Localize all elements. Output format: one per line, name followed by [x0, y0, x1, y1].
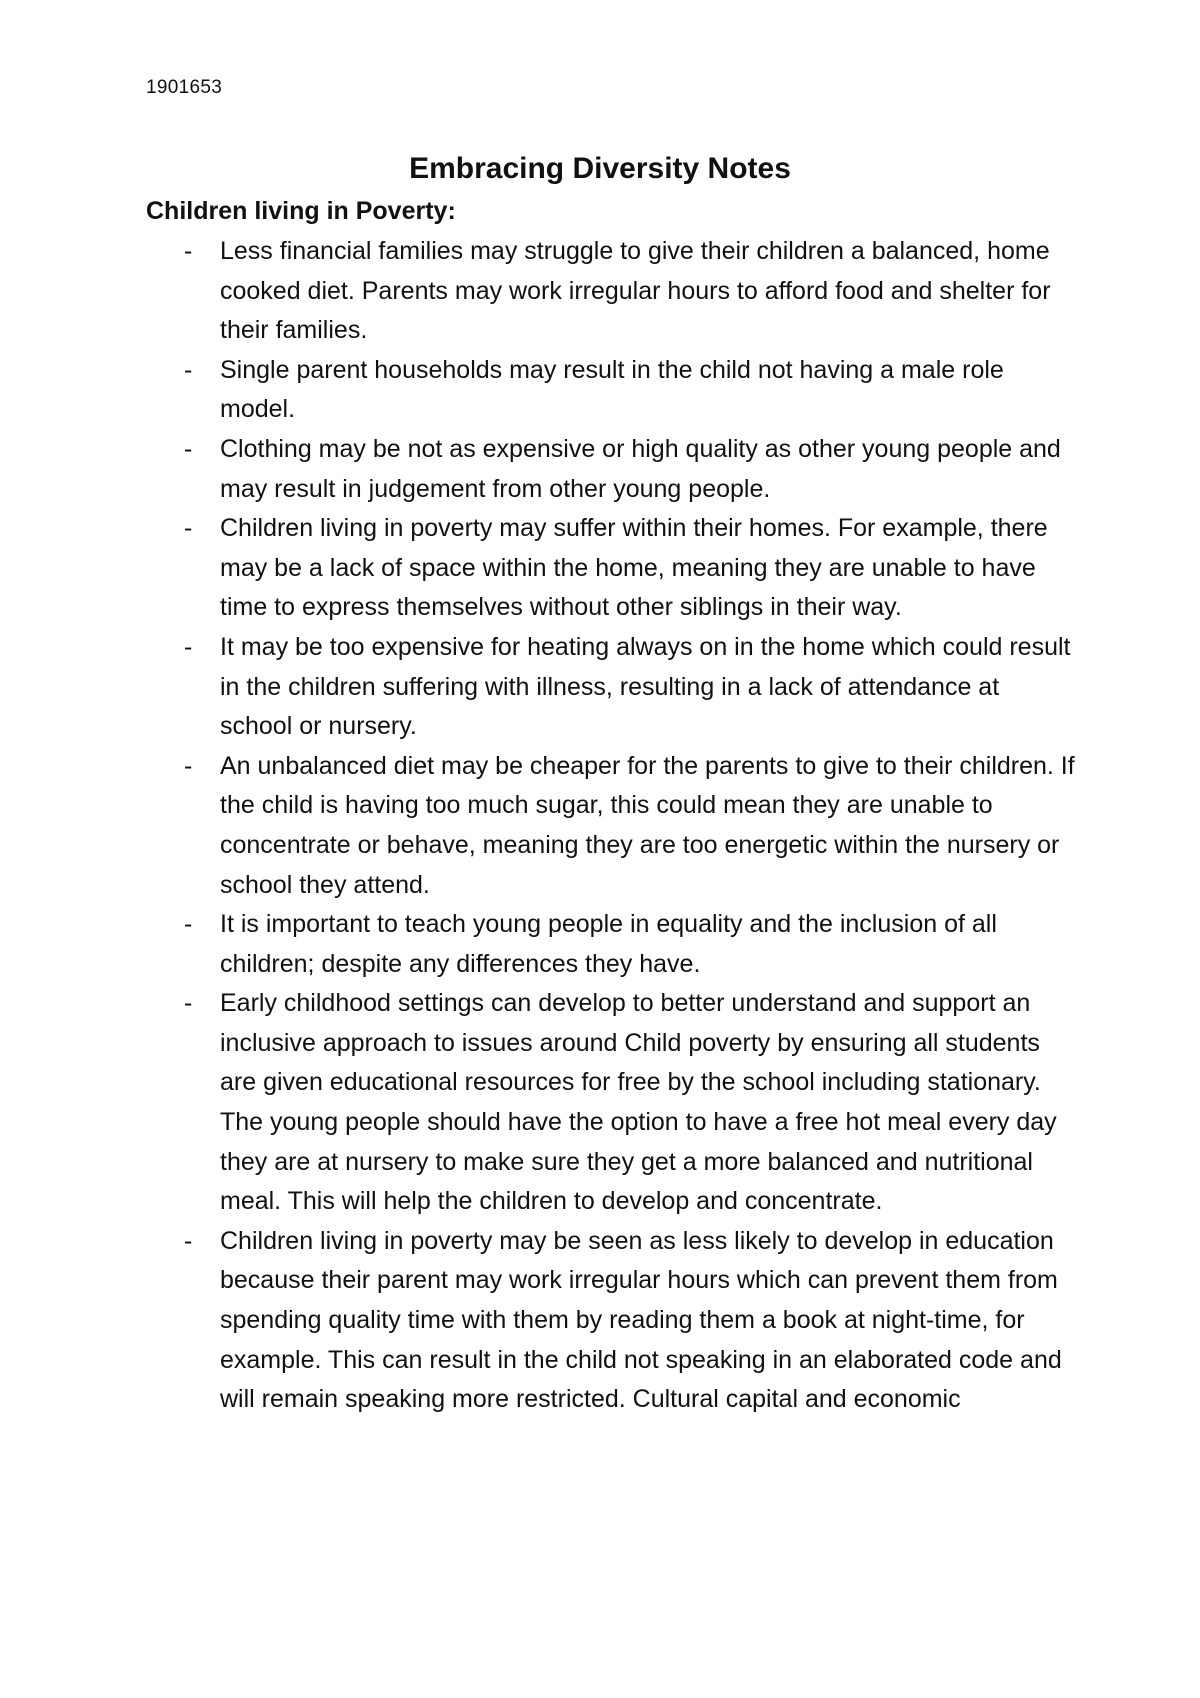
note-item: [146, 905, 1076, 984]
section-heading: Children living in Poverty:: [146, 197, 456, 225]
document-title: Embracing Diversity Notes: [409, 152, 791, 185]
note-item: [146, 747, 1076, 905]
note-text: Single parent households may result in the child not having a male role model.: [220, 355, 1004, 424]
bullet-dash: -: [184, 910, 193, 939]
bullet-dash: -: [184, 751, 193, 780]
bullet-dash: -: [184, 1226, 193, 1255]
bullet-dash: -: [184, 434, 193, 463]
note-text: Less financial families may struggle to give their children a balanced, home cooked diet. Parents may work irregular hours to afford food and shelter for their families.: [220, 237, 1051, 345]
notes-list: [146, 232, 1076, 1420]
note-item: [146, 628, 1076, 747]
note-item: [146, 430, 1076, 509]
note-item: [146, 509, 1076, 628]
note-item: [146, 351, 1076, 430]
note-text: Children living in poverty may be seen as less likely to develop in education because their parent may work irregular hours which can prevent them from spending quality time with them by reading them a book at night-time, for example. This can result in the child not speaking in an elaborated code and will remain speaking more restricted. Cultural capital and economic: [220, 1226, 1062, 1414]
bullet-dash: -: [184, 514, 193, 543]
bullet-dash: -: [184, 355, 193, 384]
note-item: [146, 1222, 1076, 1420]
note-text: It may be too expensive for heating always on in the home which could result in the children suffering with illness, resulting in a lack of attendance at school or nursery.: [220, 632, 1071, 741]
bullet-dash: -: [184, 237, 193, 265]
note-text: Early childhood settings can develop to better understand and support an inclusive approach to issues around Child poverty by ensuring all students are given educational resources for free by the school including stationary. The young people should have the option to have a free hot meal every day they are at nursery to make sure they get a more balanced and nutritional meal. This will help the children to develop and concentrate.: [220, 989, 1057, 1216]
bullet-dash: -: [184, 989, 193, 1018]
student-id: 1901653: [146, 77, 223, 98]
bullet-dash: -: [184, 632, 193, 661]
note-item: [146, 232, 1076, 351]
note-text: An unbalanced diet may be cheaper for the parents to give to their children. If the child is having too much sugar, this could mean they are unable to concentrate or behave, meaning they are too energetic within the nursery or school they attend.: [220, 751, 1075, 899]
note-item: [146, 984, 1076, 1222]
note-text: Clothing may be not as expensive or high quality as other young people and may result in judgement from other young people.: [220, 434, 1061, 503]
note-text: It is important to teach young people in equality and the inclusion of all children; despite any differences they have.: [220, 910, 997, 978]
note-text: Children living in poverty may suffer within their homes. For example, there may be a lack of space within the home, meaning they are unable to have time to express themselves without other siblings in their way.: [220, 514, 1048, 622]
